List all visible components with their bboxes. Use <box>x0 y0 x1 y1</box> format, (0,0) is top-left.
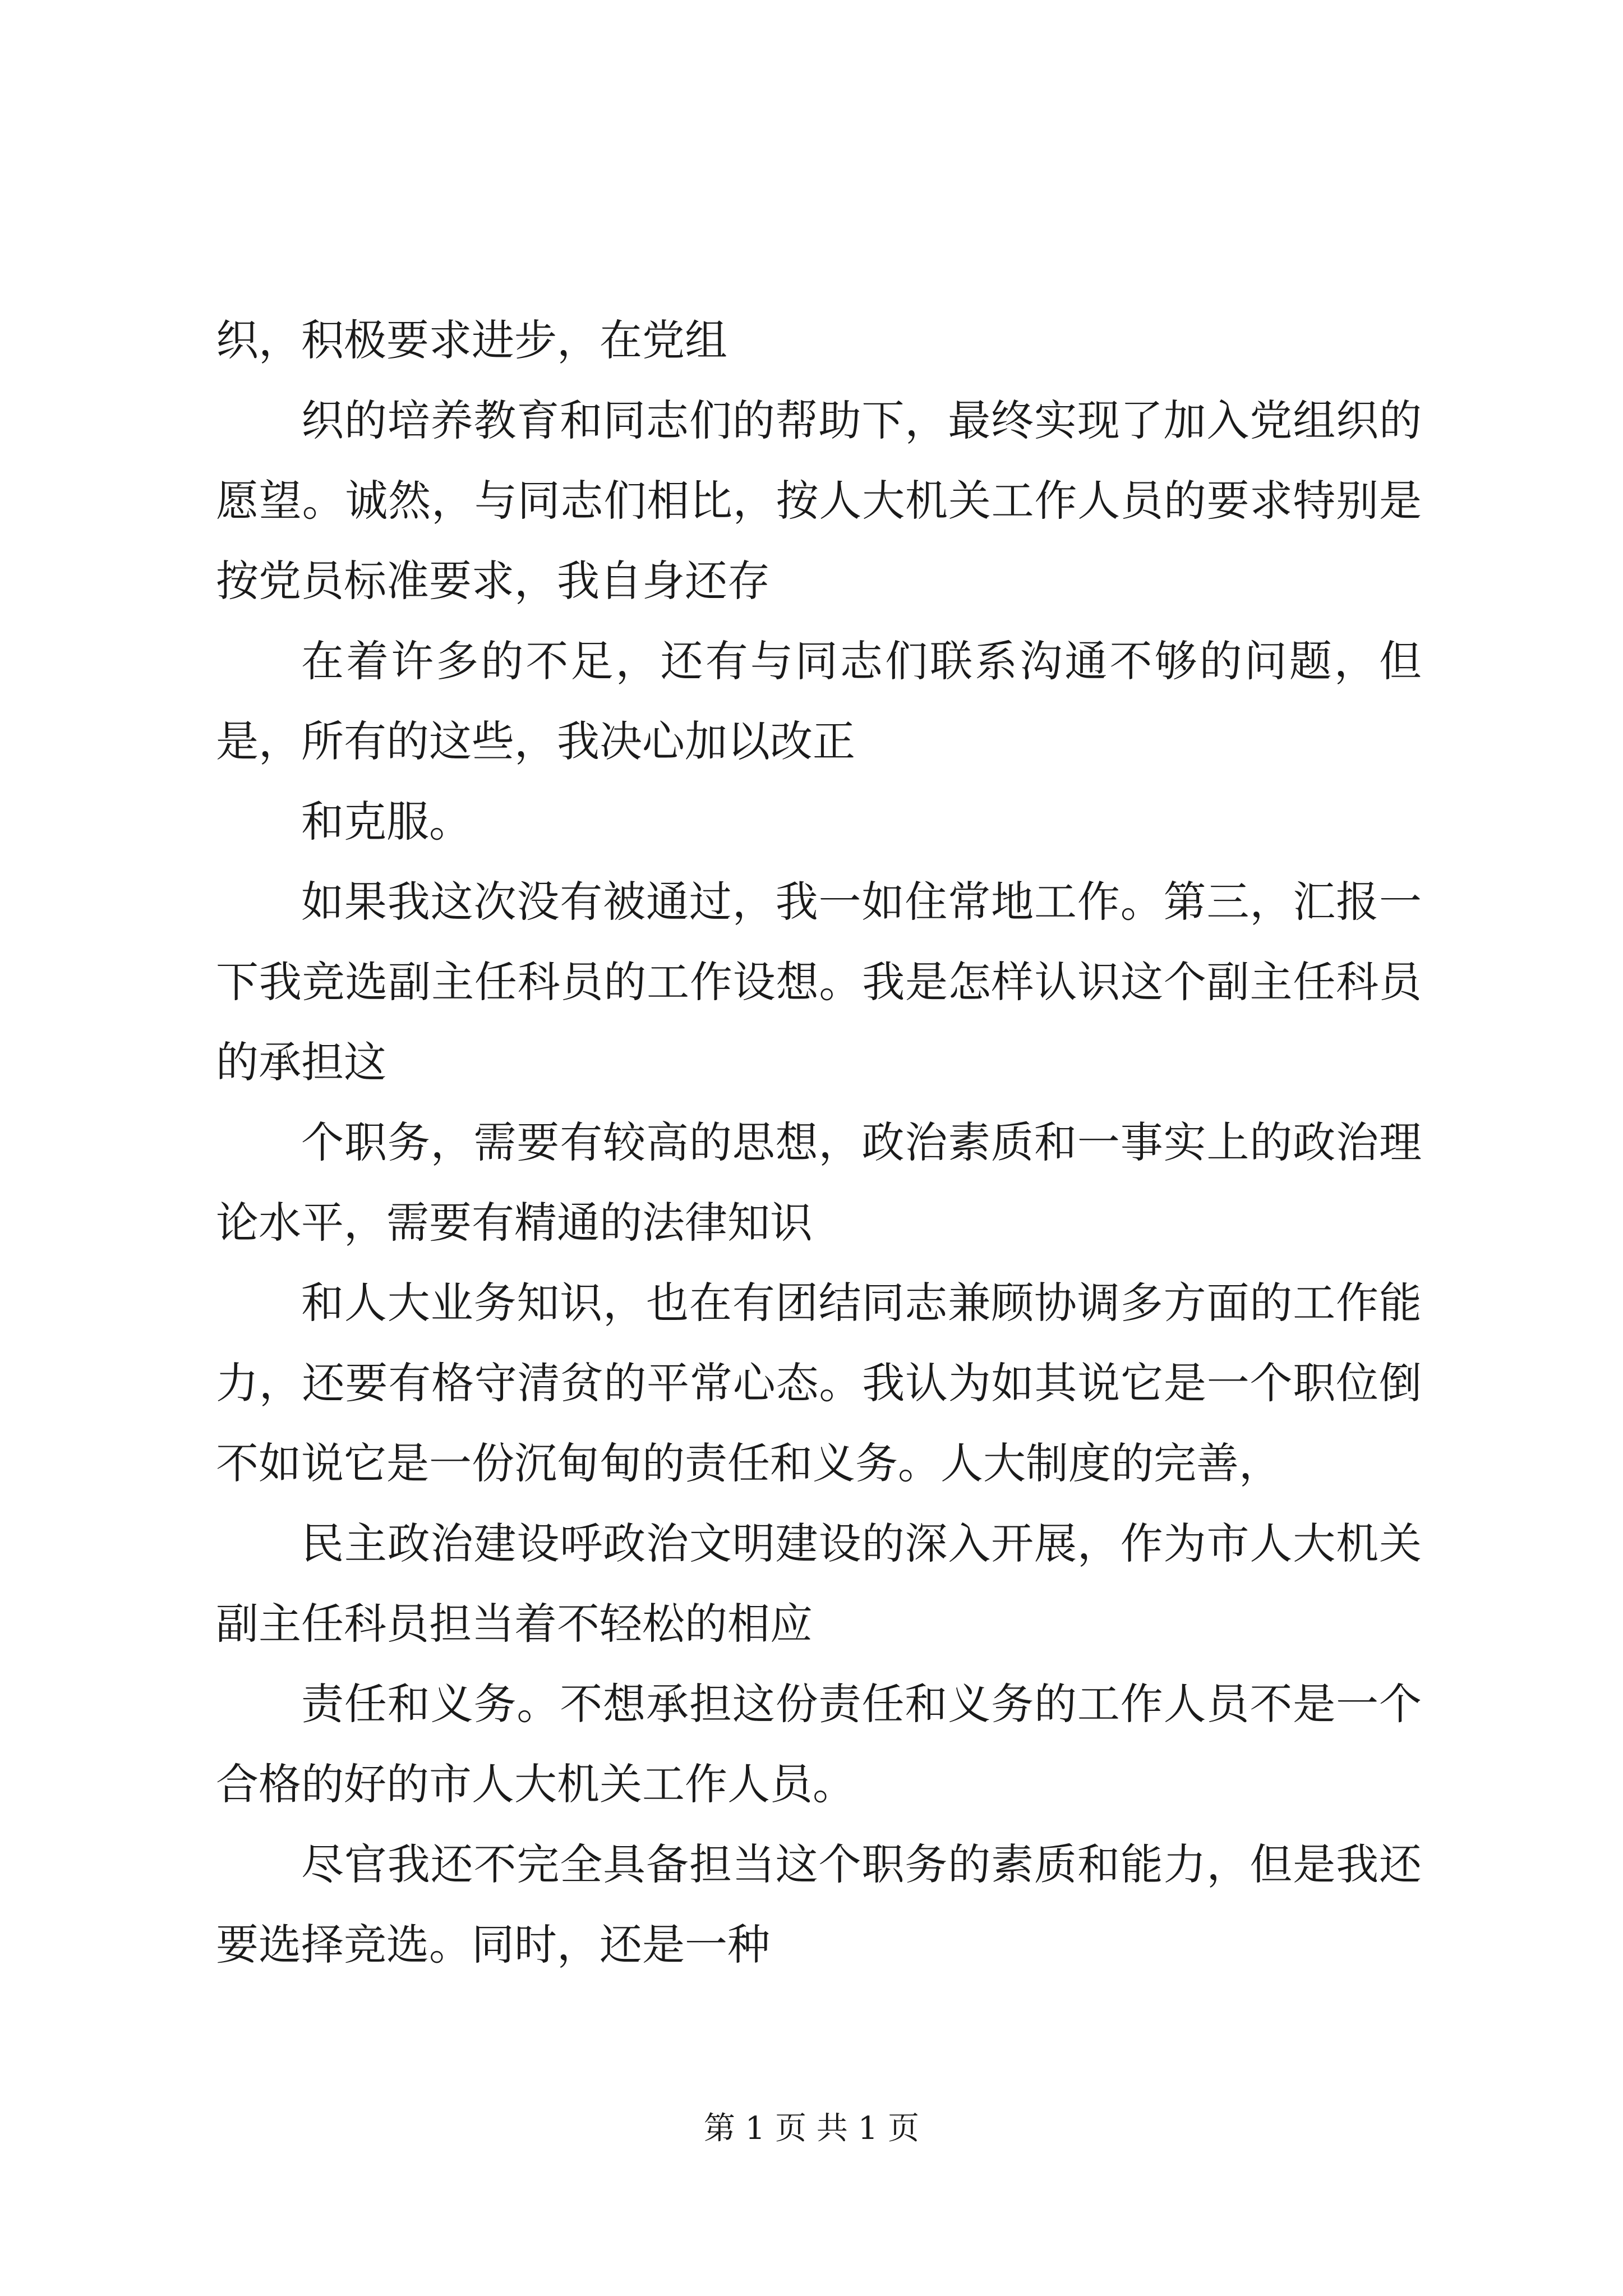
paragraph-9: 责任和义务。不想承担这份责任和义务的工作人员不是一个合格的好的市人大机关工作人员。 <box>216 1679 1422 1809</box>
paragraph-6: 个职务，需要有较高的思想，政治素质和一事实上的政治理论水平，需要有精通的法律知识 <box>216 1117 1422 1248</box>
paragraph-1: 织，积极要求进步，在党组 <box>216 315 727 365</box>
paragraph-3: 在着许多的不足，还有与同志们联系沟通不够的问题，但是，所有的这些，我决心加以改正 <box>216 636 1422 766</box>
paragraph-10: 尽官我还不完全具备担当这个职务的素质和能力，但是我还要选择竞选。同时，还是一种 <box>216 1839 1422 1970</box>
paragraph-8: 民主政治建设呼政治文明建设的深入开展，作为市人大机关副主任科员担当着不轻松的相应 <box>216 1519 1422 1649</box>
paragraph-4: 和克服。 <box>301 797 472 846</box>
paragraph-7: 和人大业务知识，也在有团结同志兼顾协调多方面的工作能力，还要有格守清贫的平常心态。我认为如其说它是一个职位倒不如说它是一份沉甸甸的责任和义务。人大制度的完善， <box>216 1278 1422 1488</box>
document-body <box>216 300 1422 1985</box>
page-number-footer: 第 1 页 共 1 页 <box>703 2110 920 2147</box>
paragraph-5: 如果我这次没有被通过，我一如住常地工作。第三，汇报一下我竞选副主任科员的工作设想。我是怎样认识这个副主任科员的承担这 <box>216 877 1422 1087</box>
paragraph-2: 织的培养教育和同志们的帮助下，最终实现了加入党组织的愿望。诚然，与同志们相比，按人大机关工作人员的要求特别是按党员标准要求，我自身还存 <box>216 395 1422 606</box>
